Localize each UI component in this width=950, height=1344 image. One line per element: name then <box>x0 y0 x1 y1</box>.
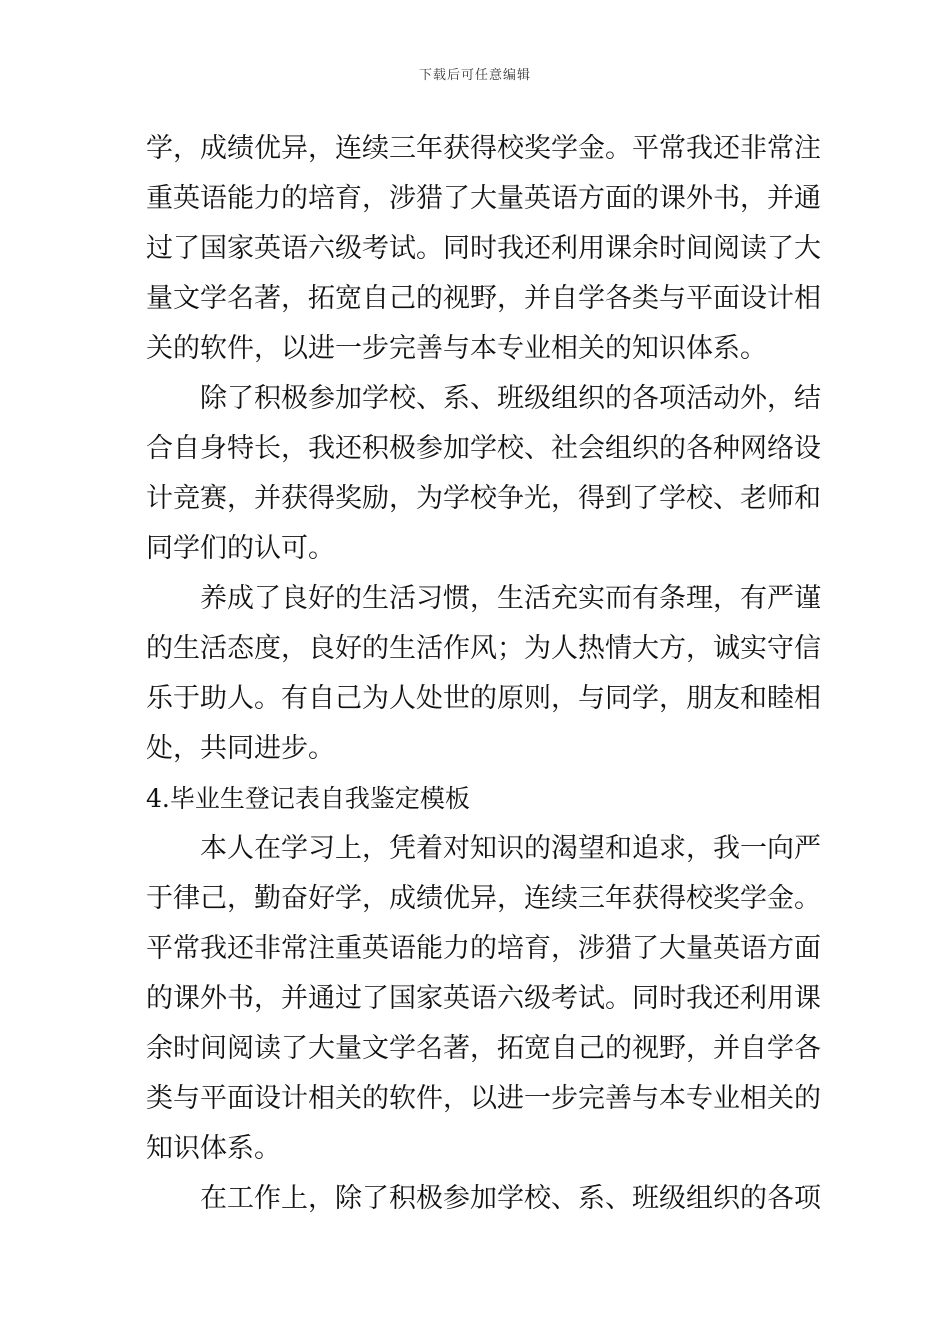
text-line: 除了积极参加学校、系、班级组织的各项活动外，结 <box>200 383 821 414</box>
document-body <box>146 124 821 1224</box>
text-line: 本人在学习上，凭着对知识的渴望和追求，我一向严 <box>200 833 821 864</box>
text-line: 余时间阅读了大量文学名著，拓宽自己的视野，并自学各 <box>146 1033 821 1064</box>
page-header: 下载后可任意编辑 <box>418 68 531 83</box>
text-line: 知识体系。 <box>146 1133 281 1164</box>
text-line: 合自身特长，我还积极参加学校、社会组织的各种网络设 <box>146 433 821 464</box>
text-line: 过了国家英语六级考试。同时我还利用课余时间阅读了大 <box>146 233 821 264</box>
text-line: 处，共同进步。 <box>146 733 335 764</box>
text-line: 量文学名著，拓宽自己的视野，并自学各类与平面设计相 <box>146 283 821 314</box>
text-line: 平常我还非常注重英语能力的培育，涉猎了大量英语方面 <box>146 933 821 964</box>
text-line: 的课外书，并通过了国家英语六级考试。同时我还利用课 <box>146 983 821 1014</box>
text-line: 乐于助人。有自己为人处世的原则，与同学，朋友和睦相 <box>146 683 821 714</box>
text-line: 养成了良好的生活习惯，生活充实而有条理，有严谨 <box>200 583 821 614</box>
text-line: 类与平面设计相关的软件，以进一步完善与本专业相关的 <box>146 1083 821 1114</box>
text-line: 在工作上，除了积极参加学校、系、班级组织的各项 <box>200 1183 821 1214</box>
text-line: 计竞赛，并获得奖励，为学校争光，得到了学校、老师和 <box>146 483 821 514</box>
text-line: 学，成绩优异，连续三年获得校奖学金。平常我还非常注 <box>146 133 821 164</box>
section-heading: 4.毕业生登记表自我鉴定模板 <box>146 784 470 813</box>
text-line: 重英语能力的培育，涉猎了大量英语方面的课外书，并通 <box>146 183 821 214</box>
text-line: 的生活态度，良好的生活作风；为人热情大方，诚实守信 <box>146 633 821 664</box>
text-line: 同学们的认可。 <box>146 533 335 564</box>
text-line: 于律己，勤奋好学，成绩优异，连续三年获得校奖学金。 <box>146 883 821 914</box>
text-line: 关的软件，以进一步完善与本专业相关的知识体系。 <box>146 333 767 364</box>
